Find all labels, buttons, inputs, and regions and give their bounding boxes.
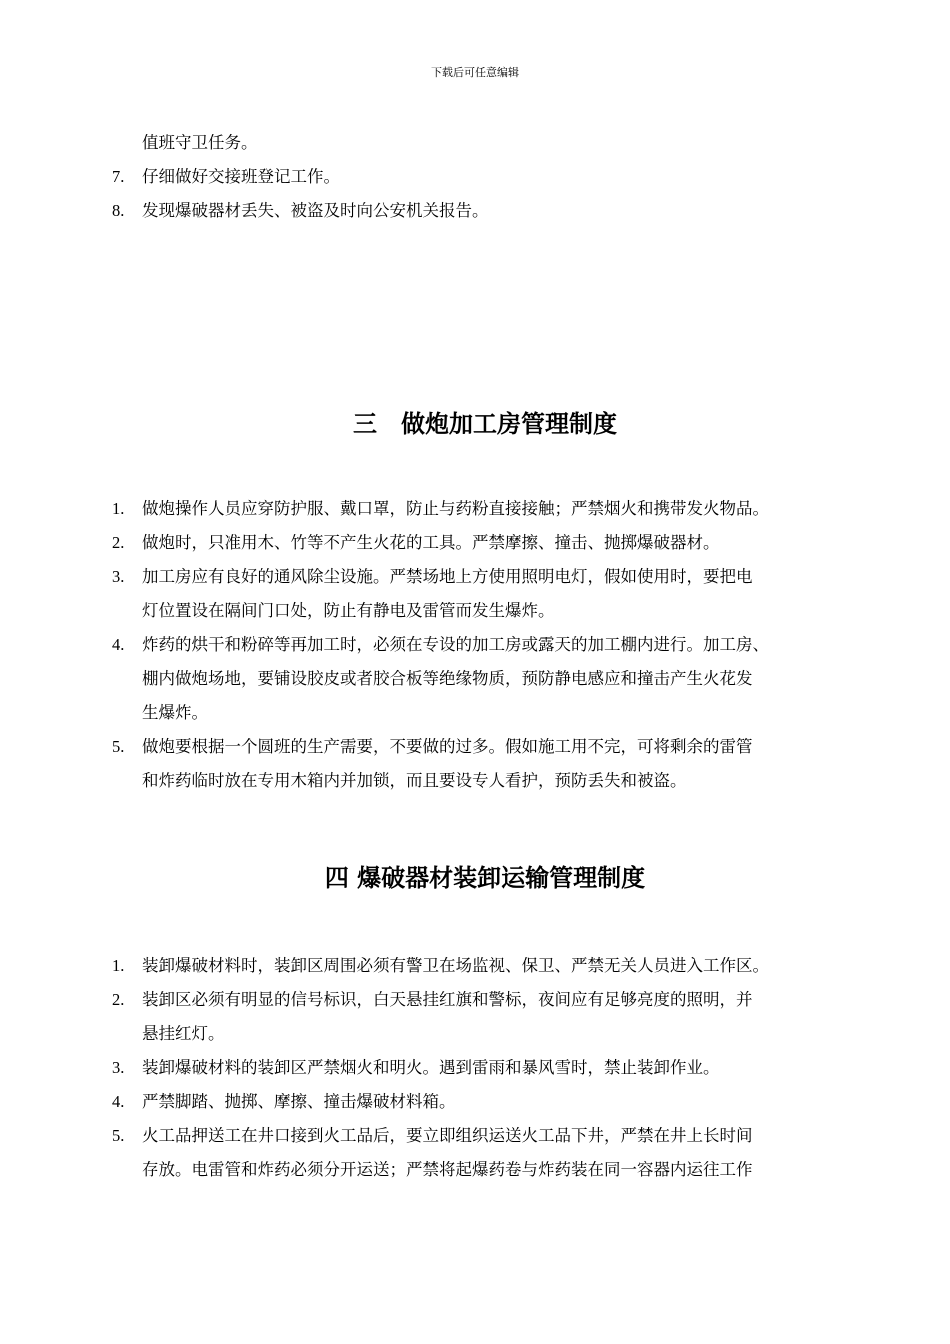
list-item-text: 装卸区必须有明显的信号标识，白天悬挂红旗和警标，夜间应有足够亮度的照明，并 悬挂红灯。 bbox=[142, 990, 753, 1043]
list-item-text: 做炮要根据一个圆班的生产需要，不要做的过多。假如施工用不完，可将剩余的雷管 和炸药临时放在专用木箱内并加锁，而且要设专人看护，预防丢失和被盗。 bbox=[142, 737, 753, 790]
list-item-number: 5. bbox=[112, 737, 125, 756]
list-item-number: 3. bbox=[112, 1058, 125, 1077]
section-list bbox=[112, 949, 872, 1187]
list-item-text: 炸药的烘干和粉碎等再加工时，必须在专设的加工房或露天的加工棚内进行。加工房、 棚内做炮场地，要铺设胶皮或者胶合板等绝缘物质，预防静电感应和撞击产生火花发 生爆炸。 bbox=[142, 635, 769, 722]
list-item bbox=[112, 1051, 872, 1085]
list-item-text: 做炮时，只准用木、竹等不产生火花的工具。严禁摩擦、撞击、抛掷爆破器材。 bbox=[142, 533, 720, 552]
list-item bbox=[112, 1085, 872, 1119]
list-item-number: 4. bbox=[112, 1092, 125, 1111]
list-item bbox=[112, 560, 872, 628]
list-item bbox=[112, 126, 872, 160]
list-item bbox=[112, 983, 872, 1051]
list-item bbox=[112, 1119, 872, 1187]
list-item bbox=[112, 628, 872, 730]
section-title: 三 做炮加工房管理制度 bbox=[353, 409, 617, 438]
list-item bbox=[112, 492, 872, 526]
list-item-text: 值班守卫任务。 bbox=[142, 133, 258, 152]
list-item-number: 5. bbox=[112, 1126, 125, 1145]
section-title: 四 爆破器材装卸运输管理制度 bbox=[324, 863, 646, 892]
list-item-number: 8. bbox=[112, 201, 125, 220]
list-item-text: 仔细做好交接班登记工作。 bbox=[142, 167, 340, 186]
page-header-caption: 下载后可任意编辑 bbox=[431, 66, 519, 79]
list-item bbox=[112, 949, 872, 983]
list-item-text: 装卸爆破材料的装卸区严禁烟火和明火。遇到雷雨和暴风雪时，禁止装卸作业。 bbox=[142, 1058, 720, 1077]
list-item-number: 1. bbox=[112, 499, 125, 518]
list-item-number: 2. bbox=[112, 990, 125, 1009]
list-item bbox=[112, 526, 872, 560]
top-list bbox=[112, 126, 872, 228]
list-item-text: 加工房应有良好的通风除尘设施。严禁场地上方使用照明电灯，假如使用时，要把电 灯位置设在隔间门口处，防止有静电及雷管而发生爆炸。 bbox=[142, 567, 753, 620]
list-item-number: 4. bbox=[112, 635, 125, 654]
list-item-text: 严禁脚踏、抛掷、摩擦、撞击爆破材料箱。 bbox=[142, 1092, 456, 1111]
list-item-text: 发现爆破器材丢失、被盗及时向公安机关报告。 bbox=[142, 201, 489, 220]
list-item bbox=[112, 730, 872, 798]
list-item-text: 火工品押送工在井口接到火工品后，要立即组织运送火工品下井，严禁在井上长时间 存放。电雷管和炸药必须分开运送；严禁将起爆药卷与炸药装在同一容器内运往工作 bbox=[142, 1126, 753, 1179]
list-item-text: 装卸爆破材料时，装卸区周围必须有警卫在场监视、保卫、严禁无关人员进入工作区。 bbox=[142, 956, 769, 975]
section-list bbox=[112, 492, 872, 798]
list-item-number: 2. bbox=[112, 533, 125, 552]
list-item bbox=[112, 194, 872, 228]
list-item-number: 1. bbox=[112, 956, 125, 975]
list-item-number: 3. bbox=[112, 567, 125, 586]
list-item-number: 7. bbox=[112, 167, 125, 186]
list-item-number bbox=[112, 126, 142, 160]
list-item bbox=[112, 160, 872, 194]
list-item-text: 做炮操作人员应穿防护服、戴口罩，防止与药粉直接接触；严禁烟火和携带发火物品。 bbox=[142, 499, 769, 518]
